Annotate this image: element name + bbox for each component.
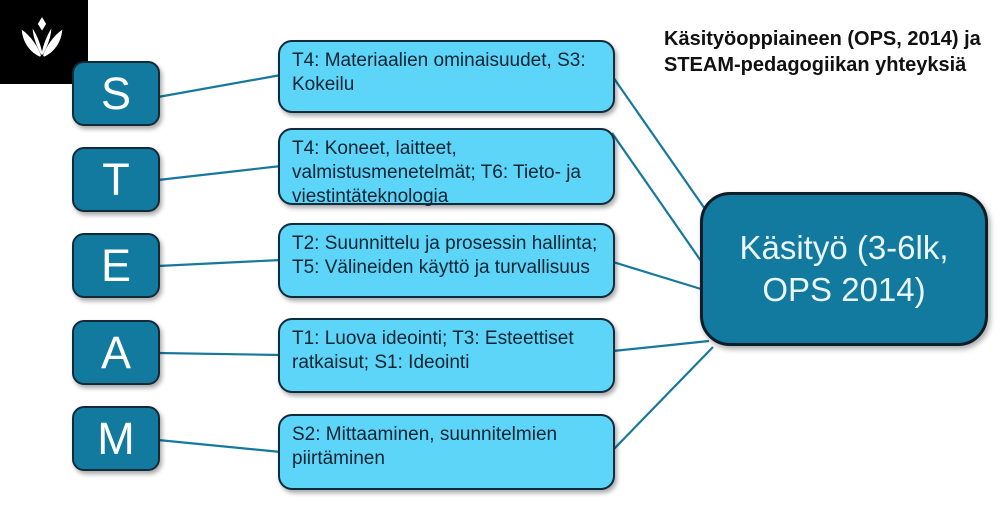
steam-letter-e xyxy=(72,233,160,298)
connector-box1-to-target xyxy=(613,77,705,209)
letter-label: T xyxy=(102,154,130,205)
mapping-box-technology: T4: Koneet, laitteet, valmistusmenetelmät; T6: Tieto- ja viestintäteknologia xyxy=(278,128,615,205)
mapping-box-arts: T1: Luova ideointi; T3: Esteettiset ratkaisut; S1: Ideointi xyxy=(278,318,615,393)
steam-letter-s xyxy=(72,61,160,126)
connector-e-to-box3 xyxy=(158,260,281,266)
diagram-title: Käsityöoppiaineen (OPS, 2014) ja STEAM-pedagogiikan yhteyksiä xyxy=(664,28,981,76)
target-subject-box xyxy=(700,192,988,346)
letter-label: A xyxy=(100,327,131,378)
mapping-box-science: T4: Materiaalien ominaisuudet, S3: Kokeilu xyxy=(278,40,615,113)
steam-letter-t xyxy=(72,147,160,212)
letter-label: S xyxy=(100,68,131,119)
target-subject-label: Käsityö (3-6lk, OPS 2014) xyxy=(739,228,949,308)
steam-letter-m xyxy=(72,406,160,471)
connector-box2-to-target xyxy=(612,133,701,261)
mapping-box-math: S2: Mittaaminen, suunnitelmien piirtäminen xyxy=(278,414,615,490)
connector-box4-to-target xyxy=(613,341,709,351)
connector-box5-to-target xyxy=(613,347,713,450)
letter-label: M xyxy=(97,413,135,464)
connector-box3-to-target xyxy=(613,262,701,289)
steam-letter-a xyxy=(72,320,160,385)
connector-a-to-box4 xyxy=(158,353,281,355)
letter-label: E xyxy=(100,240,131,291)
mapping-box-engineering: T2: Suunnittelu ja prosessin hallinta; T5: Välineiden käyttö ja turvallisuus xyxy=(278,223,615,298)
connector-s-to-box1 xyxy=(158,75,281,97)
connector-m-to-box5 xyxy=(158,440,281,452)
connector-t-to-box2 xyxy=(158,166,281,180)
